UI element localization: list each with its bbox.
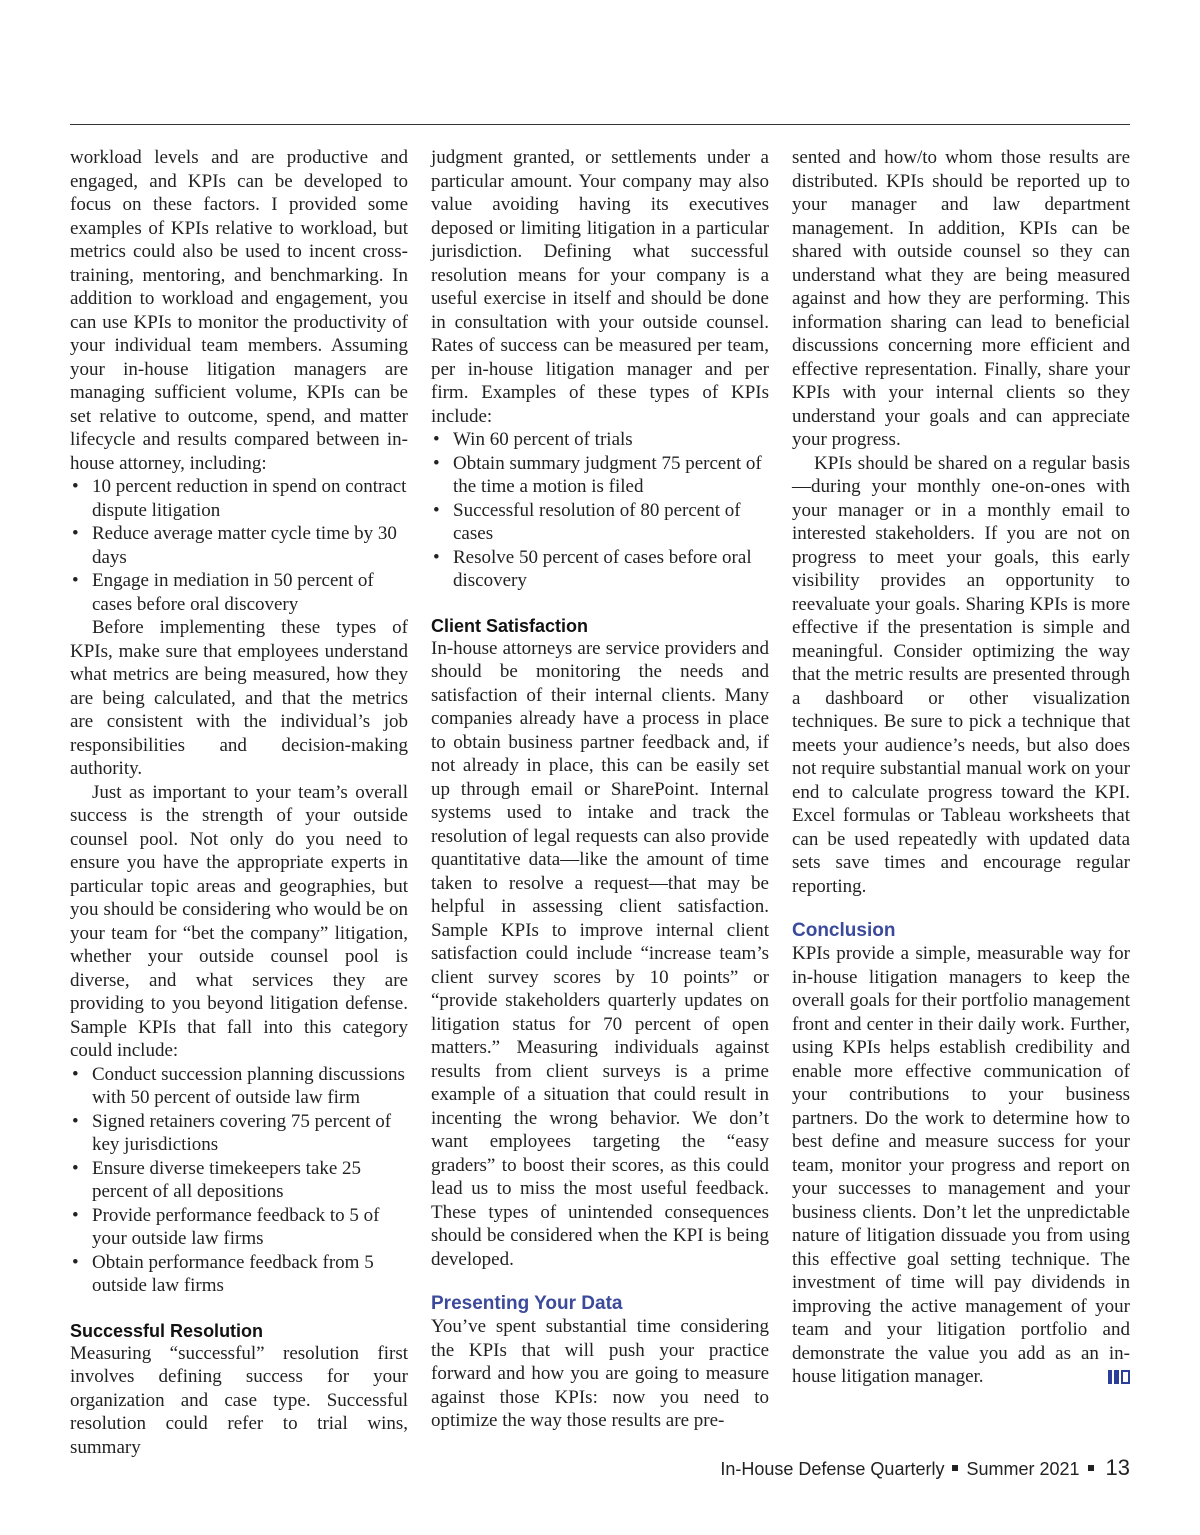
top-rule (70, 124, 1130, 125)
paragraph (792, 942, 1130, 1389)
bullet-list (70, 475, 408, 616)
list-item: • Successful resolution of 80 percent of cases (431, 499, 769, 546)
list-item: • Ensure diverse timekeepers take 25 percent of all depositions (70, 1157, 408, 1204)
paragraph: You’ve spent substantial time considering the KPIs that will push your practice forward and how you are going to measure against those KPIs: now you need to optimize the way those results are pre- (431, 1316, 769, 1431)
paragraph: KPIs should be shared on a regular basis—during your monthly one-on-ones with your manager or in a monthly email to interested stakeholders. If you are not on progress to meet your goals, this early visibility provides an opportunity to reevaluate your goals. Sharing KPIs is more effective if the presentation is simple and meaningful. Consider optimizing the way that the metric results are presented through a dashboard or other visualization techniques. Be sure to pick a technique that meets your audience’s needs, but also does not require substantial manual work on your end to calculate progress toward the KPI. Excel formulas or Tableau worksheets that can be used repeatedly with updated data sets save times and encourage regular reporting. (792, 452, 1130, 897)
list-item: • Conduct succession planning discussions with 50 percent of outside law firm (70, 1063, 408, 1110)
section-heading: Successful Resolution (70, 1320, 264, 1341)
paragraph: In-house attorneys are service providers and should be monitoring the needs and satisfaction of their internal clients. Many companies already have a process in place to obtain business partner feedback and, if not already in place, this can be easily set up through email or SharePoint. Internal systems used to intake and track the resolution of legal requests can also provide quantitative data—like the amount of time taken to resolve a request—that may be helpful in assessing client satisfaction. Sample KPIs to improve internal client satisfaction could include “increase team’s client survey scores by 10 points” or “provide stakeholders quarterly updates on litigation status for 70 percent of open matters.” Measuring individuals against results from client surveys is a prime example of a situation that could result in incenting the wrong behavior. We don’t want employees targeting the “easy graders” to boost their scores, as this could lead us to miss the most useful feedback. These types of unintended consequences should be considered when the KPI is being developed. (431, 637, 769, 1270)
bullet-list (431, 428, 769, 593)
page-number: 13 (1105, 1455, 1130, 1480)
list-item: • 10 percent reduction in spend on contract dispute litigation (70, 475, 408, 522)
list-item: • Resolve 50 percent of cases before oral discovery (431, 546, 769, 593)
paragraph-text: KPIs provide a simple, measurable way for in-house litigation managers to keep the overall goals for their portfolio management front and center in their daily work. Further, using KPIs helps establish credibility and enable more effective communication of your contributions to your business partners. Do the work to determine how to best define and measure success for your team, monitor your progress and report on your successes to management and your business clients. Don’t let the unpredictable nature of litigation dissuade you from using this effective goal setting technique. The investment of time will pay dividends in improving the active management of your team and your litigation portfolio and demonstrate the value you add as an in-house litigation manager. (792, 943, 1130, 1387)
bullet-list (70, 1063, 408, 1298)
page-footer (720, 1455, 1130, 1481)
list-item: • Reduce average matter cycle time by 30 days (70, 522, 408, 569)
issue-date: Summer 2021 (966, 1459, 1080, 1479)
section-heading: Client Satisfaction (431, 615, 589, 636)
paragraph: workload levels and are productive and engaged, and KPIs can be developed to focus on these factors. I provided some examples of KPIs relative to workload, but metrics could also be used to incent cross-training, mentoring, and benchmarking. In addition to workload and engagement, you can use KPIs to monitor the productivity of your individual team members. Assuming your in-house litigation managers are managing sufficient volume, KPIs can be set relative to outcome, spend, and matter lifecycle and results compared between in-house attorney, including: (70, 147, 408, 474)
separator-square-icon (1088, 1465, 1094, 1471)
column-2 (431, 146, 769, 1433)
paragraph: Just as important to your team’s overall success is the strength of your outside counsel pool. Not only do you need to ensure you have the appropriate experts in particular topic areas and geographies, but you should be considering who would be on your team for “bet the company” litigation, whether your outside counsel pool is diverse, and what services they are providing to you beyond litigation defense. Sample KPIs that fall into this category could include: (70, 781, 408, 1061)
publication-name: In-House Defense Quarterly (720, 1459, 945, 1479)
list-item: • Obtain summary judgment 75 percent of the time a motion is filed (431, 452, 769, 499)
list-item: • Signed retainers covering 75 percent of key jurisdictions (70, 1110, 408, 1157)
separator-square-icon (952, 1465, 958, 1471)
list-item: • Win 60 percent of trials (431, 428, 769, 452)
paragraph: Before implementing these types of KPIs, make sure that employees understand what metrics are being measured, how they are being calculated, and that the metrics are consistent with the individual’s job responsibilities and decision-making authority. (70, 617, 408, 779)
section-heading: Presenting Your Data (431, 1293, 623, 1314)
section-heading: Conclusion (792, 920, 896, 941)
paragraph: sented and how/to whom those results are distributed. KPIs should be reported up to your manager and law department management. In addition, KPIs can be shared with outside counsel so they can understand what they are being measured against and how they are performing. This information sharing can lead to beneficial discussions concerning more efficient and effective representation. Finally, share your KPIs with your internal clients so they understand your goals and can appreciate your progress. (792, 147, 1130, 450)
paragraph: judgment granted, or settlements under a particular amount. Your company may also value avoiding having its executives deposed or limiting litigation in a particular jurisdiction. Defining what successful resolution means for your company is a useful exercise in itself and should be done in consultation with your outside counsel. Rates of success can be measured per team, per in-house litigation manager and per firm. Examples of these types of KPIs include: (431, 147, 769, 427)
list-item: • Provide performance feedback to 5 of your outside law firms (70, 1204, 408, 1251)
list-item: • Engage in mediation in 50 percent of cases before oral discovery (70, 569, 408, 616)
list-item: • Obtain performance feedback from 5 outside law firms (70, 1251, 408, 1298)
paragraph: Measuring “successful” resolution first involves defining success for your organization and case type. Successful resolution could refer to trial wins, summary (70, 1342, 408, 1458)
column-3 (792, 146, 1130, 1389)
idq-endmark-icon (1108, 1369, 1130, 1385)
column-1 (70, 146, 408, 1459)
